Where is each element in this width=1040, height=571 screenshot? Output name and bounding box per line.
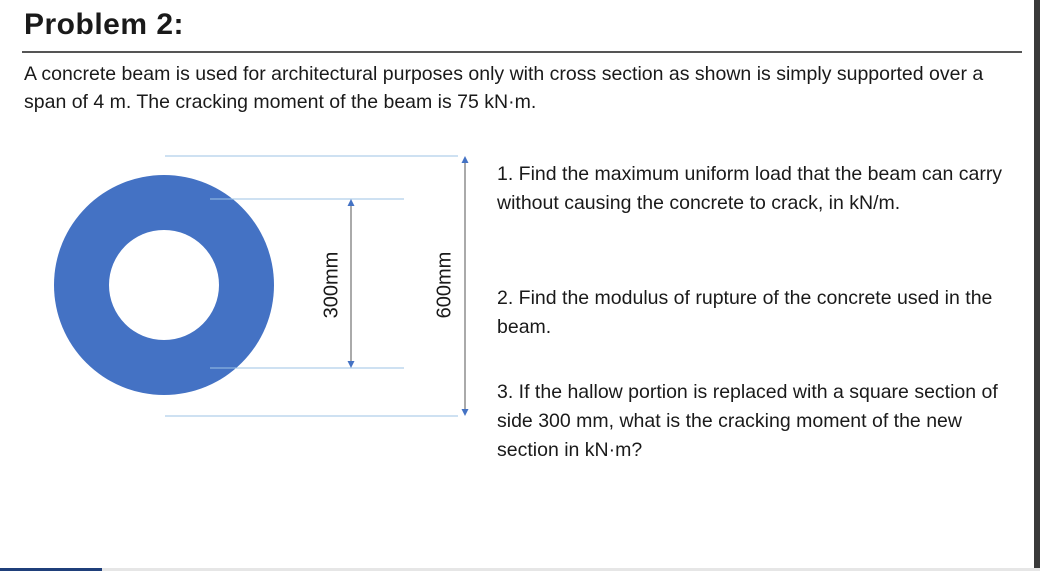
inner-dimension-arrow-top: [348, 199, 355, 206]
title-underline: [22, 51, 1022, 53]
problem-title: Problem 2:: [24, 8, 185, 41]
question-item: 3. If the hallow portion is replaced with a square section of side 300 mm, what is the cracking moment of the new section in kN·m?: [497, 381, 998, 461]
question-item: 1. Find the maximum uniform load that the beam can carry without causing the concrete to crack, in kN/m.: [497, 163, 1003, 214]
right-border: [1034, 0, 1040, 571]
outer-dimension-arrow-bottom: [462, 409, 469, 416]
outer-dimension-label: 600mm: [433, 251, 456, 319]
question-item: 2. Find the modulus of rupture of the concrete used in the beam.: [497, 287, 993, 338]
outer-dimension-arrow-top: [462, 156, 469, 163]
beam-cross-section-diagram: [0, 140, 490, 430]
inner-dimension-label: 300mm: [320, 251, 343, 319]
problem-statement: A concrete beam is used for architectural purposes only with cross section as shown is simply supported over a span of 4 m. The cracking moment of the beam is 75 kN·m.: [24, 63, 984, 113]
inner-dimension-arrow-bottom: [348, 361, 355, 368]
inner-hollow: [109, 230, 219, 340]
